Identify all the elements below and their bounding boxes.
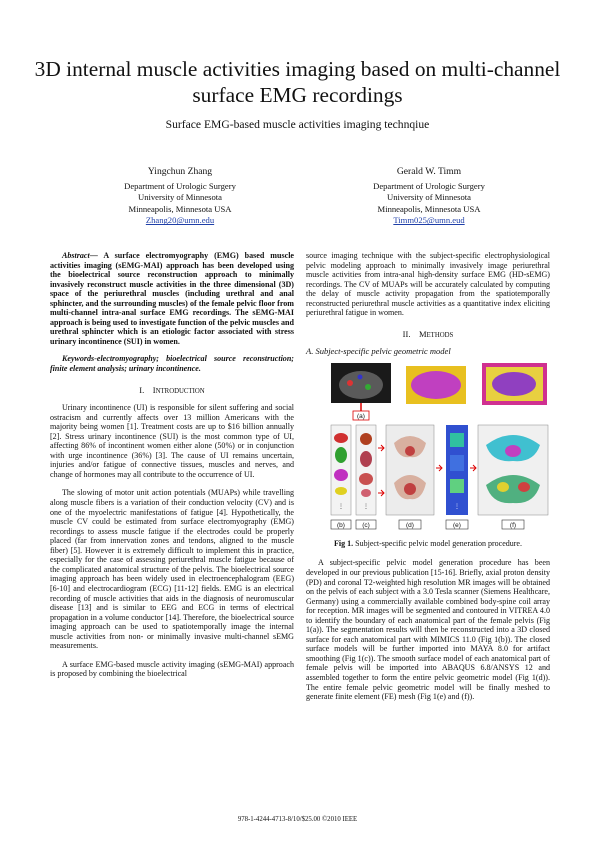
pelvic-model-figure xyxy=(306,363,550,533)
fig-label-d: (d) xyxy=(406,521,414,529)
left-column xyxy=(50,251,294,679)
paper-subtitle: Surface EMG-based muscle activities imaging technqiue xyxy=(165,118,430,131)
svg-text:⋮: ⋮ xyxy=(338,503,344,510)
author-name: Gerald W. Timm xyxy=(396,166,462,177)
subsection-heading: A. Subject-specific pelvic geometric model xyxy=(306,346,451,357)
section-heading-methods: II. METHODS xyxy=(402,328,454,339)
author-location: Minneapolis, Minnesota USA xyxy=(377,203,481,214)
paragraph: Urinary incontinence (UI) is responsible for silent suffering and social ostracism and currently affects over 13 million Americans with the majority being women [1]. Treatment costs are up to $16 billion annually [2]. Stress urinary incontinence (SUI) is the most common type of UI, affecting 86% of incontinent women either alone (50%) or in conjunction with urge incontinence (36%) [3]. The cause of UI remains uncertain, injuries and/or fatigue of connective tissues, muscles and nerves, and change of hormones may all contribute to the occurrence of UI. xyxy=(50,403,294,479)
svg-text:⋮: ⋮ xyxy=(363,503,369,510)
fig-label-e: (e) xyxy=(453,521,461,529)
abstract-text: — A surface electromyography (EMG) based muscle activities imaging (sEMG-MAI) approach has been developed using the bioelectrical source reconstruction approach to minimally invasively reconstruct muscle activities in the three dimensional (3D) space of the periurethral muscles (including urethral and anal sphincter, and the surrounding muscles) of the female pelvic floor from multi-channel intra-anal surface EMG recordings. The sEMG-MAI approach is being used to investigate function of the pelvic muscles and urethral sphincter which is an etiologic factor associated with stress urinary incontinence (SUI) in women. xyxy=(50,251,294,346)
author-name: Yingchun Zhang xyxy=(147,166,213,177)
fig-label-c: (c) xyxy=(362,521,370,529)
paper-title: 3D internal muscle activities imaging based on multi-channel surface EMG recordings xyxy=(34,57,561,107)
author-university: University of Minnesota xyxy=(137,192,223,203)
svg-text:⋮: ⋮ xyxy=(454,503,460,510)
fig-label-f: (f) xyxy=(509,521,517,529)
right-column xyxy=(306,251,550,702)
author-email-link[interactable]: Timm025@umn.eud xyxy=(393,215,465,226)
keywords: Keywords-electromyography; bioelectrical source reconstruction; finite element analysis; urinary incontinence. xyxy=(50,354,294,374)
fig-label-b: (b) xyxy=(337,521,345,529)
paragraph: A subject-specific pelvic model generation procedure has been developed in our previous publication [15-16]. Briefly, axial proton density (PD) and coronal T2-weighted high resolution MR images will be obtained on the pelvis of each subject with a 3.0 Tesla scanner (Siemens Healthcare, Germany) using a commercially available combined body-spine coil array for reception. MR images will be segmented and contoured in VITREA 4.0 to identify the boundary of each anatomical part of the female pelvis (Fig 1(a)). The segmentation results will then be reconstructed into a 3D closed surface for each anatomical part with MIMICS 11.0 (Fig 1(b)). The closed surface models will be further imported into MAYA 8.0 for artifact smoothing (Fig 1(c)). The smooth surface model of each anatomical part of female pelvis will be imported into ABAQUS 6.8/ANSYS 12 and assembled together to form the entire pelvic geometric model (Fig 1(d)). The entire female pelvic geometric model will be finally meshed to generate finite element (FE) mesh (Fig 1(e) and (f)). xyxy=(306,558,550,702)
page-footer: 978-1-4244-4713-8/10/$25.00 ©2010 IEEE xyxy=(237,816,358,823)
abstract-label: Abstract xyxy=(62,251,90,260)
abstract xyxy=(50,251,294,346)
author-department: Department of Urologic Surgery xyxy=(124,180,236,191)
paragraph: A surface EMG-based muscle activity imaging (sEMG-MAI) approach is proposed by combining the bioelectrical xyxy=(50,659,294,679)
figure-caption: Fig 1. Subject-specific pelvic model generation procedure. xyxy=(334,538,522,548)
fig-label-a: (a) xyxy=(357,412,365,420)
figure-1 xyxy=(306,363,550,533)
author-department: Department of Urologic Surgery xyxy=(373,180,485,191)
author-location: Minneapolis, Minnesota USA xyxy=(128,203,232,214)
author-block-2 xyxy=(309,166,549,227)
author-block-1 xyxy=(60,166,300,227)
section-heading-introduction: I. INTRODUCTION xyxy=(139,384,205,395)
author-email-link[interactable]: Zhang20@umn.edu xyxy=(145,215,215,226)
paragraph: source imaging technique with the subject-specific electrophysiological pelvic modeling approach to minimally invasively image periurethral muscle activities from intra-anal high-density surface EMG (HD-sEMG) recordings. The CV of MUAPs will be accurately calculated by computing the delay of muscle activity propagation from the spatiotemporally reconstructed periurethral muscle activities as a quantitative index eliciting periurethral fatigue in women. xyxy=(306,251,550,318)
paragraph: The slowing of motor unit action potentials (MUAPs) while travelling along muscle fibers is a variation of their conduction velocity (CV) and is one of the myoelectric manifestations of fatigue [4]. Hypothetically, the muscle CV could be estimated from surface electromyography (EMG) recordings to assess muscle fatigue if the electrodes could be properly placed (far from innervation zones and tendons, aligned to the muscle fiber) [5]. However it is extremely difficult to implement this in practice, especially for the case of assessing periurethral muscle fatigue because of the complicated anatomical structure of the pelvis. The bioelectrical source imaging approach has been widely used in electroencephalogram (EEG) [6-10] and electrocardiogram (ECG) [11-12] fields. EMG is an electrical recording of muscle activities that aids in the diagnosis of neuromuscular disease [13] and is similar to EEG and ECG in terms of electrical propagation in a volume conductor [14]. Therefore, the bioelectrical source imaging approach can be used to spatiotemporally image the internal muscle activities from non- or minimally invasive multi-channel sEMG measurements. xyxy=(50,488,294,651)
author-university: University of Minnesota xyxy=(386,192,472,203)
